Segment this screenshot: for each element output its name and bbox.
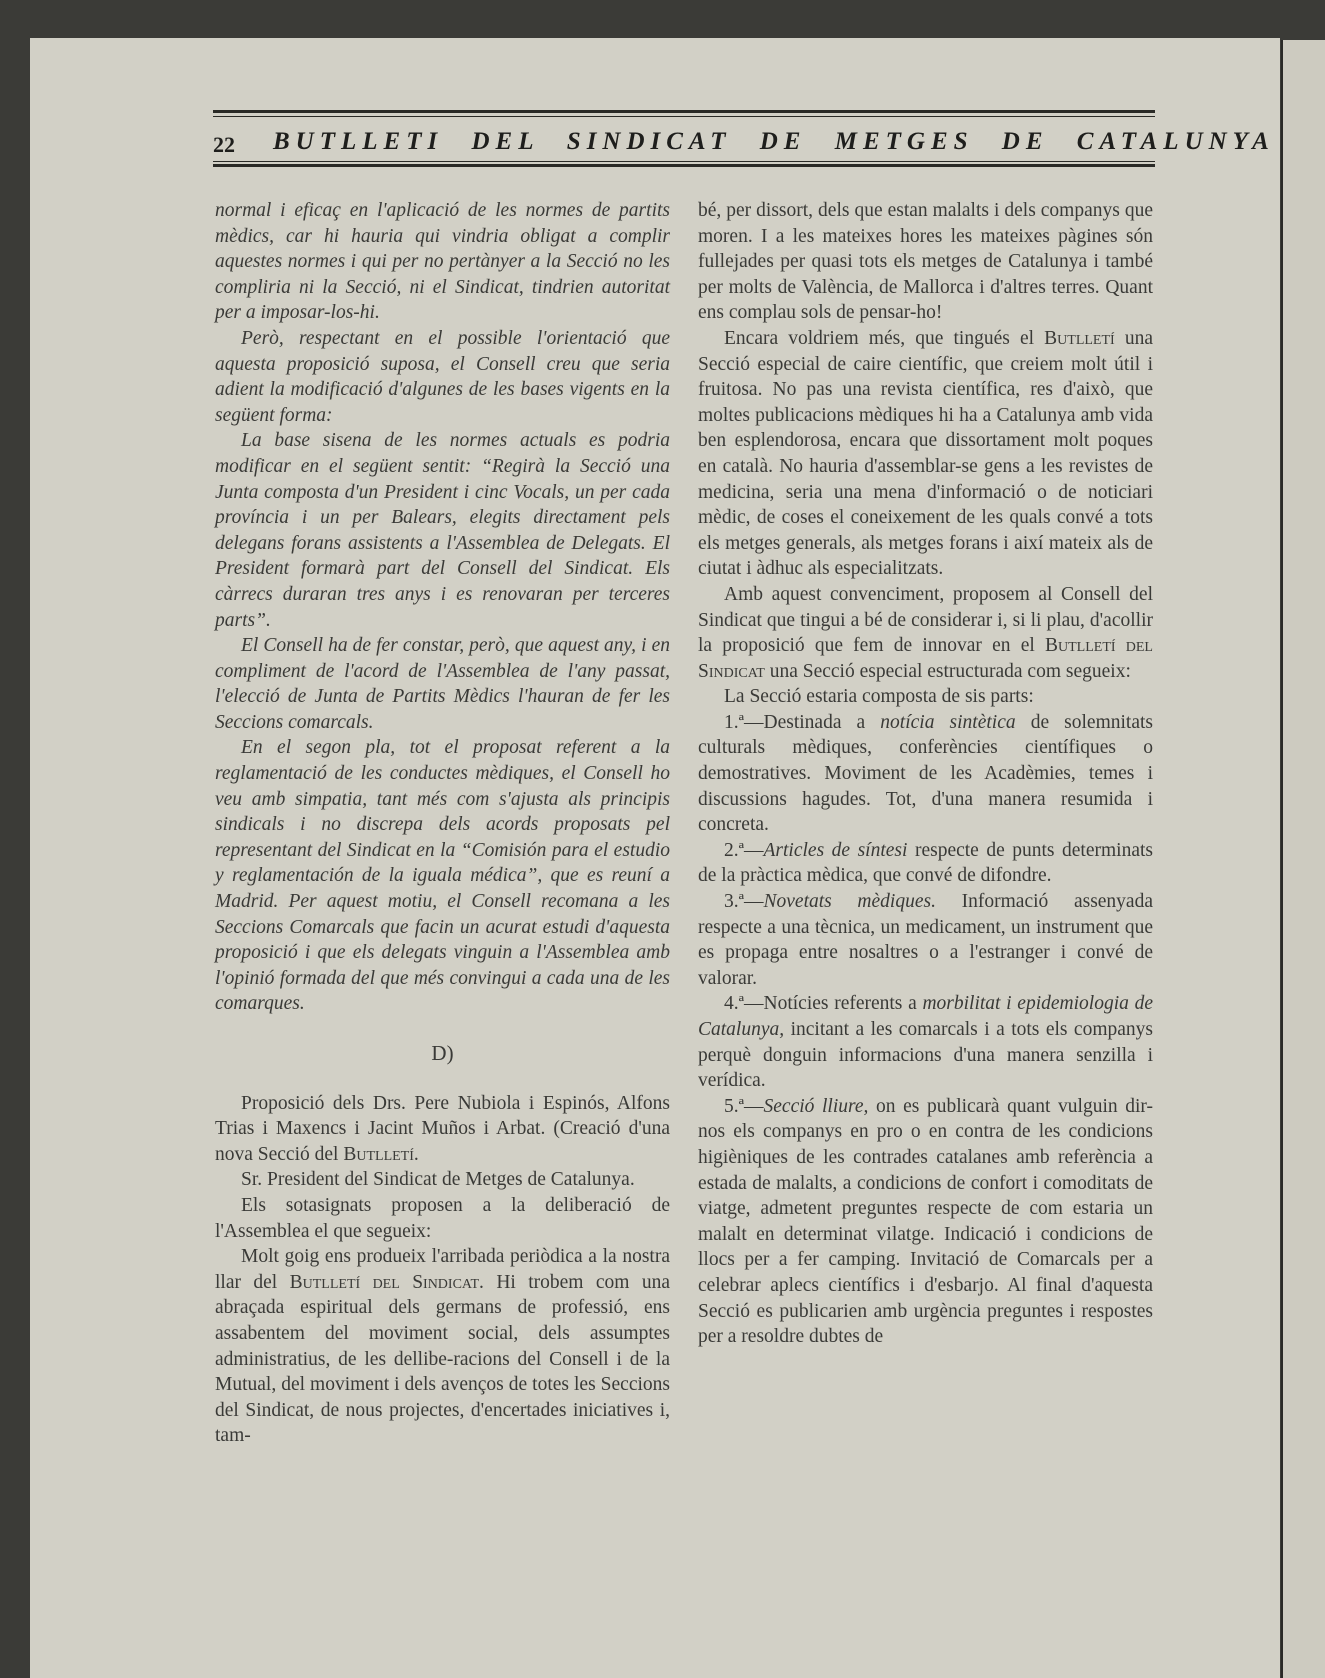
paragraph: Però, respectant en el possible l'orientació que aquesta proposició suposa, el Consell creu que seria adient la modificació d'algunes de les bases vigents en la següent forma: (215, 327, 670, 426)
paragraph (698, 710, 1153, 838)
left-column (215, 198, 670, 1449)
adjacent-page-edge (1281, 40, 1325, 1678)
text-run: Informació assenyada respecte a una tècnica, un medicament, un instrument que es propaga entre nosaltres o a l'estranger i convé de valorar. (698, 891, 1153, 989)
text-run: de solemnitats culturals mèdiques, conferències científiques o demostratives. Moviment de les Acadèmies, temes i discussions hagudes. Tot, d'una manera resumida i concreta. (698, 711, 1153, 836)
text-run: 4.ª—Notícies referents a (724, 993, 923, 1015)
paragraph: La Secció estaria composta de sis parts: (724, 686, 1034, 708)
text-run: una Secció especial estructurada com segueix: (764, 660, 1131, 682)
paragraph: La base sisena de les normes actuals es podria modificar en el següent sentit: “Regirà la Secció una Junta composta d'un President i cinc Vocals, un per cada província i un per Balears, elegits directament pels delegans forans assistents a l'Assemblea de Delegats. El President formarà part del Consell del Sindicat. Els càrrecs duraran tres anys i es renovaran per terceres parts”. (215, 430, 670, 631)
header-rule-bottom-thin (213, 161, 1155, 162)
header-rule-bottom (213, 164, 1155, 167)
text-run: on es publicarà quant vulguin dir-nos els companys en pro o en contra de les condicions higièniques de les contrades catalanes amb referència a estada de malalts, a condicions de confort i comoditats de viatge, admetent preguntes respecte de com estaria un malalt en determinat vilatge. Indicació i condicions de llocs per a fer camping. Invitació de Comarcals per a celebrar aplecs científics i d'esbarjo. Al final d'aquesta Secció es publicarien amb urgència preguntes i respostes per a resoldre dubtes de (698, 1095, 1153, 1348)
text-run: 3.ª— (724, 891, 764, 913)
text-run: respecte de punts determinats de la pràctica mèdica, que convé de difondre. (698, 839, 1153, 887)
text-run-smallcaps: Butlletí (1044, 327, 1115, 349)
text-run: una Secció especial de caire científic, que creiem molt útil i fruitosa. No pas una revista científica, res d'això, que moltes publicacions mèdiques hi ha a Catalunya amb vida ben esplendorosa, encara que dissortament molt poques en català. No hauria d'assemblar-se gens a les revistes de medicina, seria una mena d'informació o de noticiari mèdic, de coses el coneixement de les quals convé a tots els metges generals, als metges forans i així mateix als de ciutat i àdhuc als especialitzats. (698, 327, 1153, 580)
section-heading: D) (431, 1041, 454, 1065)
text-run-smallcaps: Butlletí del Sindicat (698, 635, 1153, 682)
text-run: Amb aquest convenciment, proposem al Consell del Sindicat que tingui a bé de considerar i, si li plau, d'acollir la proposició que fem de innovar en el (698, 583, 1153, 657)
text-run-italic: Articles de síntesi (763, 839, 908, 861)
text-run-smallcaps: Butlletí (343, 1143, 414, 1165)
header-rule-top-thin (213, 116, 1155, 117)
paragraph: Els sotasignats proposen a la deliberació de l'Assemblea el que segueix: (215, 1194, 670, 1242)
paragraph: bé, per dissort, dels que estan malalts i dels companys que moren. I a les mateixes hores les mateixes pàgines són fullejades per quasi tots els metges de Catalunya i també per molts de València, de Mallorca i d'altres terres. Quant ens complau sols de pensar-ho! (698, 200, 1153, 324)
text-run-italic: Secció lliure, (763, 1095, 869, 1117)
header-rule-top (213, 110, 1155, 113)
text-run-italic: Novetats mèdiques. (763, 891, 936, 913)
paragraph (215, 1244, 670, 1449)
paragraph: El Consell ha de fer constar, però, que aquest any, i en compliment de l'acord de l'Assemblea de l'any passat, l'elecció de Junta de Partits Mèdics l'hauran de fer les Seccions comarcals. (215, 635, 670, 733)
paragraph (698, 838, 1153, 889)
text-run: . Hi trobem com una abraçada espiritual dels germans de professió, ens assabentem del moviment social, dels assumptes administratius, de les dellibe-racions del Consell i de la Mutual, del moviment i dels avenços de totes les Seccions del Sindicat, de nous projectes, d'encertades iniciatives i, tam- (215, 1271, 670, 1447)
text-run: Proposició dels Drs. Pere Nubiola i Espinós, Alfons Trias i Maxencs i Jacint Muños i Arbat. (Creació d'una nova Secció del (215, 1092, 670, 1165)
text-run-italic: morbilitat i epidemiologia de Catalunya, (698, 993, 1153, 1040)
paragraph (698, 582, 1153, 684)
page-header (213, 110, 1275, 166)
page-number: 22 (213, 132, 235, 157)
paragraph (698, 1094, 1153, 1350)
paragraph (698, 326, 1153, 582)
paragraph (698, 991, 1153, 1093)
paragraph: normal i eficaç en l'aplicació de les normes de partits mèdics, car hi hauria qui vindria obligat a complir aquestes normes i qui per no pertànyer a la Secció no les compliria ni la Secció, ni el Sindicat, tindrien autoritat per a imposar-los-hi. (215, 200, 670, 324)
paragraph: En el segon pla, tot el proposat referent a la reglamentació de les conductes mèdiques, el Consell ho veu amb simpatia, tant més com s'ajusta als principis sindicals i no discrepa dels acords proposats pel representant del Sindicat en la “Comisión para el estudio y reglamentación de la iguala médica”, que es reuní a Madrid. Per aquest motiu, el Consell recomana a les Seccions Comarcals que facin un acurat estudi d'aquesta proposició i que els delegats vinguin a l'Assemblea amb l'opinió formada del que més convingui a cada una de les comarques. (215, 737, 670, 1015)
paragraph: Sr. President del Sindicat de Metges de Catalunya. (241, 1169, 635, 1191)
text-run: 5.ª— (724, 1095, 764, 1117)
paragraph (698, 889, 1153, 991)
right-column (698, 198, 1153, 1350)
text-run-italic: notícia sintètica (880, 711, 1016, 733)
text-run: . (413, 1143, 419, 1165)
running-title: BUTLLETI DEL SINDICAT DE METGES DE CATALUNYA (273, 128, 1275, 155)
paragraph (215, 1091, 670, 1168)
text-run: Molt goig ens produeix l'arribada periòdica a la nostra llar del (215, 1246, 670, 1293)
text-run: Encara voldriem més, que tingués el (724, 327, 1045, 349)
text-run-smallcaps: Butlletí del Sindicat (289, 1271, 480, 1293)
text-run: 1.ª—Destinada a (724, 711, 881, 733)
text-run: incitant a les comarcals i a tots els companys perquè donguin informacions d'una manera senzilla i verídica. (698, 1019, 1153, 1092)
text-run: 2.ª— (724, 839, 764, 861)
